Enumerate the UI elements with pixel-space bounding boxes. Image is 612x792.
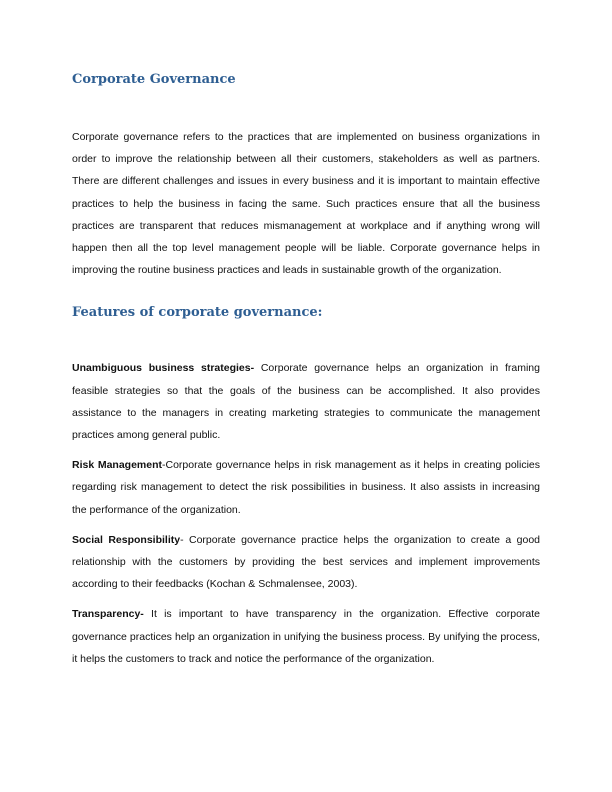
feature-term: Transparency- (72, 608, 144, 621)
feature-text: Corporate governance helps an organization in framing feasible strategies so that the goals of the business can be accomplished. It also provides assistance to the managers in creating marketing strategies to communicate the management practices among general public. (72, 362, 540, 442)
features-heading: Features of corporate governance: (72, 305, 323, 321)
feature-paragraph-social-responsibility (72, 529, 540, 596)
feature-term: Unambiguous business strategies- (72, 362, 255, 375)
feature-text: - Corporate governance practice helps the organization to create a good relationship with the customers by providing the best services and implement improvements according to their feedbacks (Kochan & Schmalensee, 2003). (72, 533, 540, 591)
feature-term: Risk Management (72, 459, 162, 472)
feature-paragraph-risk-management (72, 454, 540, 521)
feature-text: It is important to have transparency in the organization. Effective corporate governance practices help an organization in unifying the business process. By unifying the process, it helps the customers to track and notice the performance of the organization. (72, 608, 540, 665)
feature-text: -Corporate governance helps in risk management as it helps in creating policies regarding risk management to detect the risk possibilities in business. It also assists in increasing the performance of the organization. (72, 459, 540, 516)
document-body (72, 70, 540, 678)
feature-term: Social Responsibility (72, 533, 181, 546)
feature-paragraph-transparency (72, 603, 540, 670)
intro-paragraph: Corporate governance refers to the practices that are implemented on business organizations in order to improve the relationship between all their customers, stakeholders as well as partners. There are different challenges and issues in every business and it is important to maintain effective practices to help the business in facing the same. Such practices ensure that all the business practices are transparent that reduces mismanagement at workplace and if anything wrong will happen then all the top level management people will be liable. Corporate governance helps in improving the routine business practices and leads in sustainable growth of the organization. (72, 131, 540, 277)
document-title: Corporate Governance (72, 72, 236, 87)
feature-paragraph-unambiguous-strategies (72, 357, 540, 446)
